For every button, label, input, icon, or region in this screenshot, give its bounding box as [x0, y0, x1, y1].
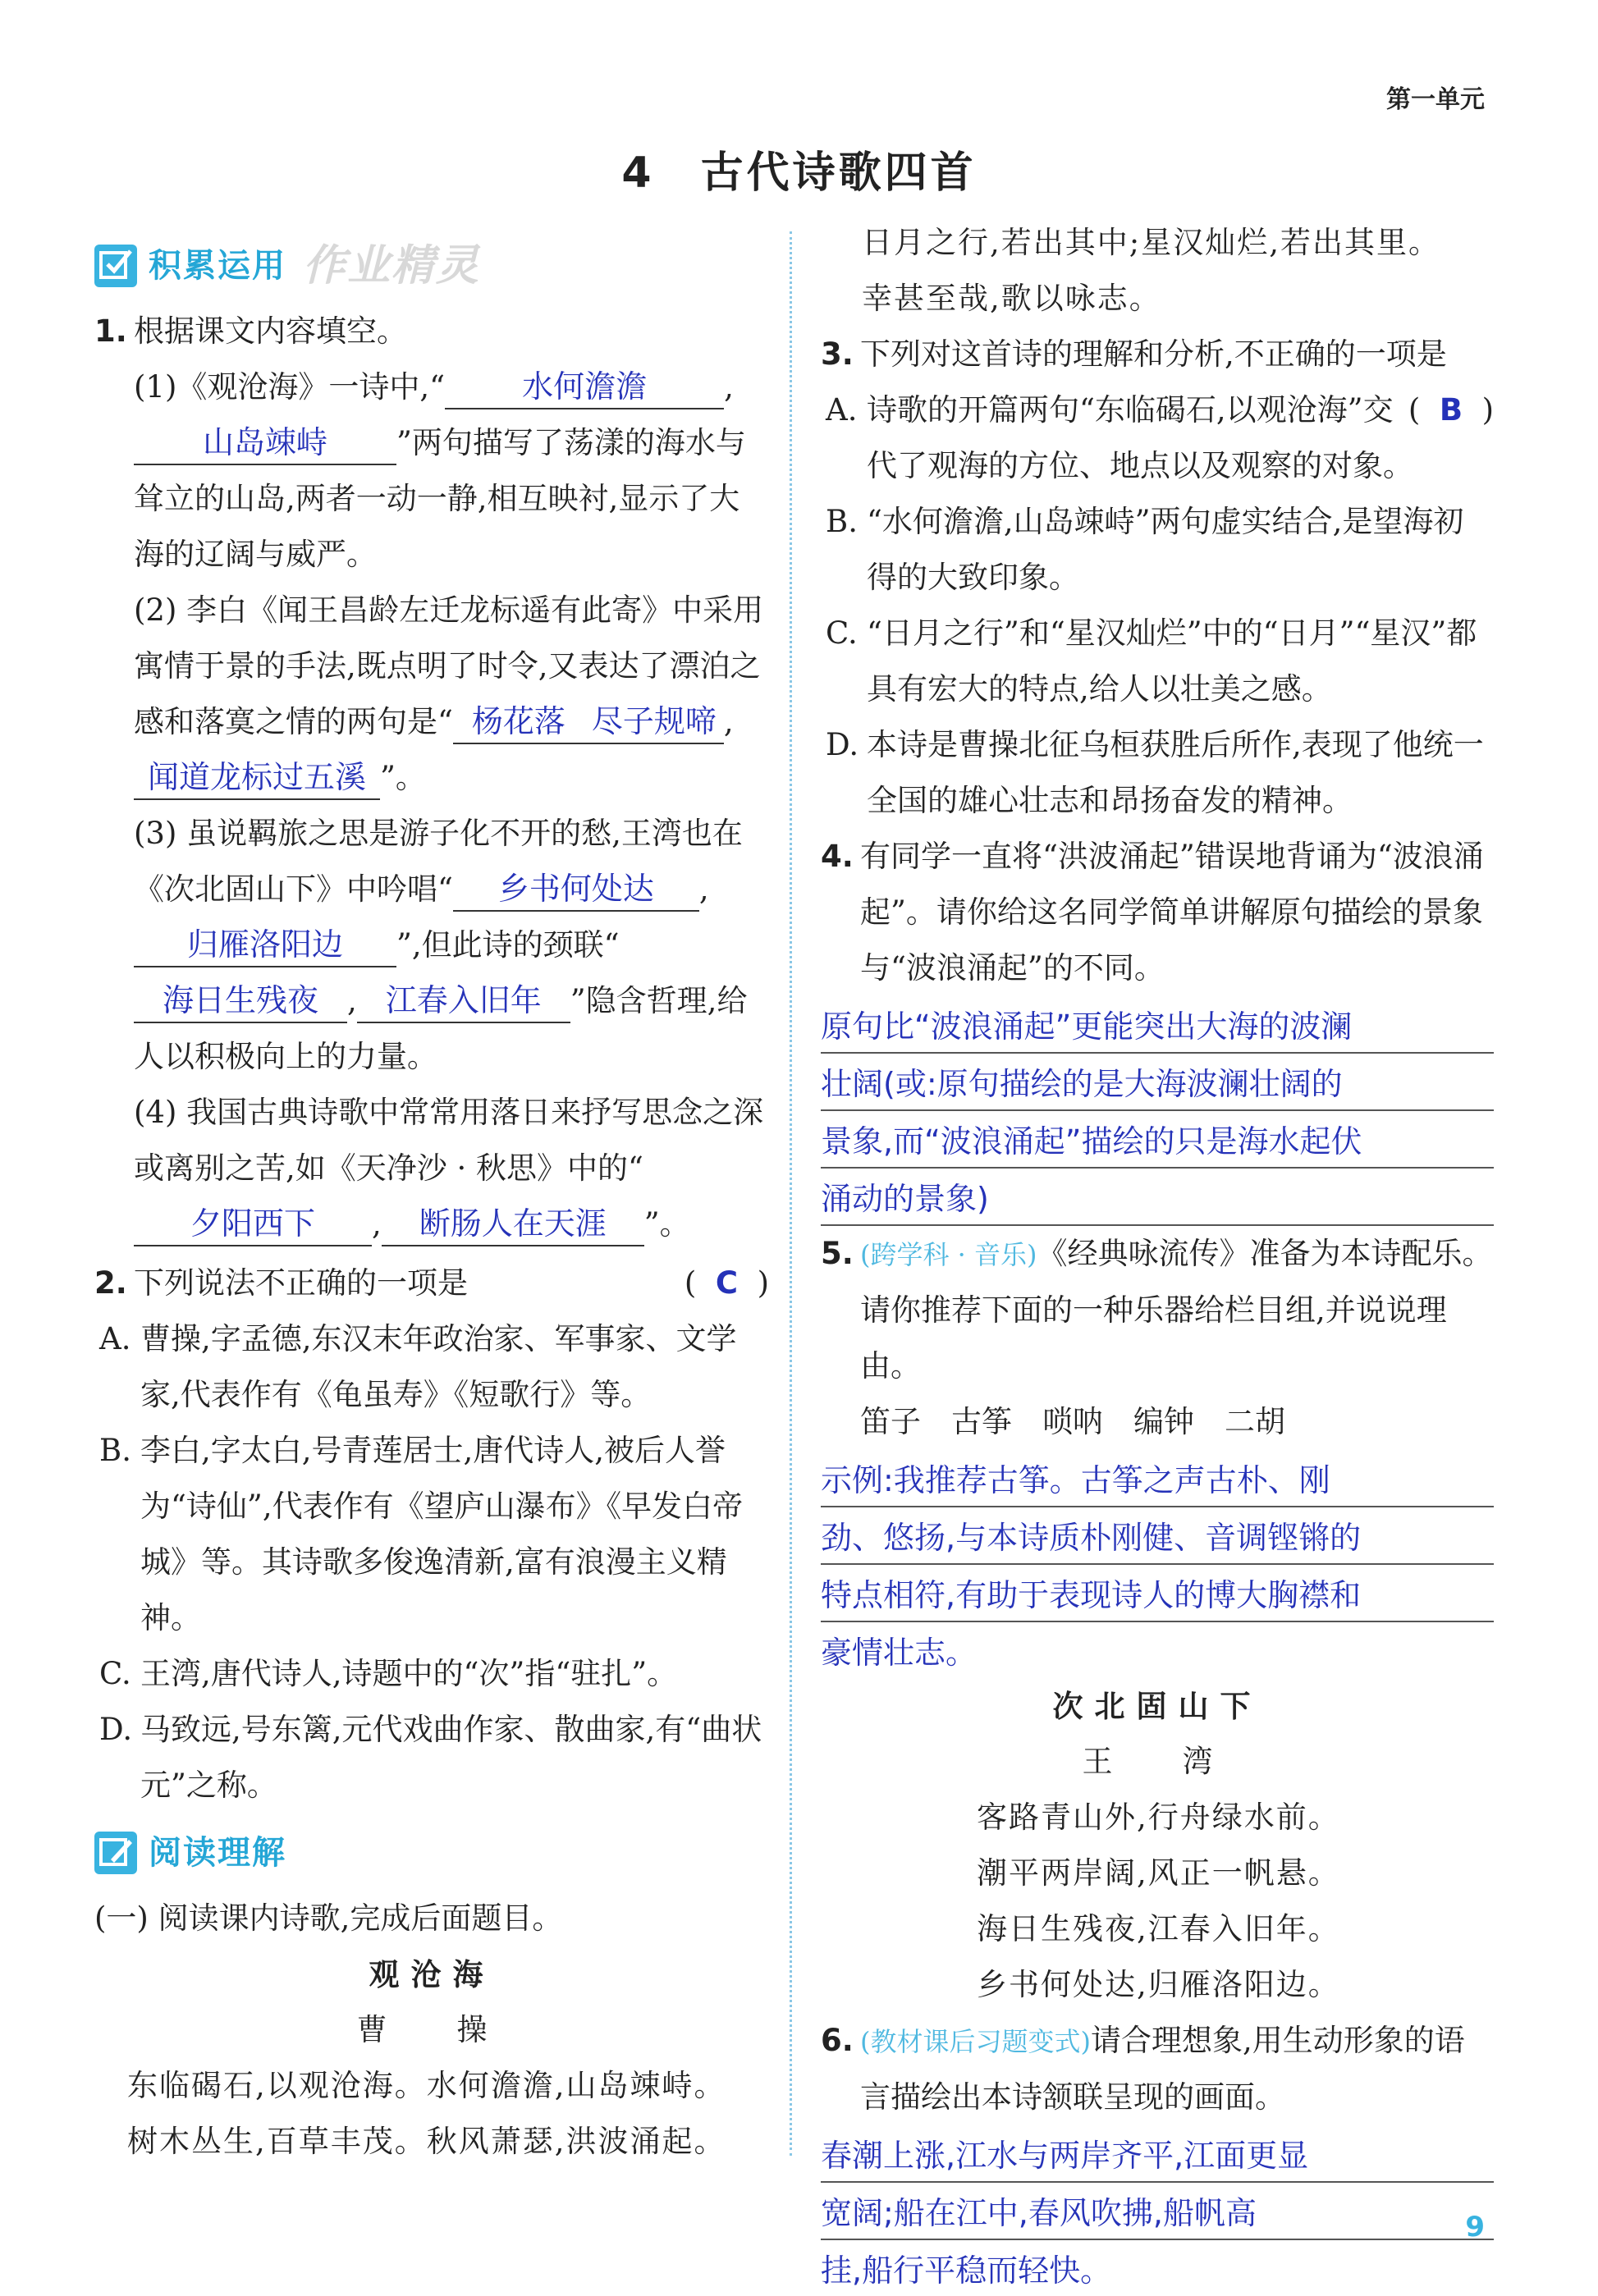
answer-line: 宽阔;船在江中,春风吹拂,船帆高 — [821, 2188, 1494, 2240]
q1-p4-text-a: (4) 我国古典诗歌中常常用落日来抒写思念之深或离别之苦,如《天净沙 · 秋思》中的“ — [134, 1095, 764, 1186]
poem-line: 树木丛生,百草丰茂。秋风萧瑟,洪波涌起。 — [127, 2124, 726, 2159]
page-number: 9 — [1465, 2211, 1485, 2243]
poem-author: 曹 操 — [356, 2012, 507, 2047]
checkbox-icon — [94, 245, 137, 287]
option-text: 本诗是曹操北征乌桓获胜后所作,表现了他统一全国的雄心壮志和昂扬奋发的精神。 — [867, 727, 1484, 818]
question-stem: 《经典咏流传》准备为本诗配乐。请你推荐下面的一种乐器给栏目组,并说说理由。 — [860, 1236, 1493, 1384]
poem-title: 观沧海 — [369, 1956, 495, 1992]
question-5 — [821, 1226, 1494, 1394]
comma: , — [698, 871, 709, 907]
option-d — [94, 1702, 769, 1813]
answer-line: 涌动的景象) — [821, 1173, 1494, 1226]
option-a — [94, 1311, 769, 1423]
q1-p2-text-b: ”。 — [380, 760, 426, 795]
option-label: B. — [99, 1433, 131, 1468]
option-label: D. — [99, 1712, 133, 1747]
answer-blank: 杨花落 — [453, 700, 584, 744]
q1-p3-text-a: (3) 虽说羁旅之思是游子化不开的愁,王湾也在《次北固山下》中吟唱“ — [134, 816, 743, 907]
section-title: 阅读理解 — [149, 1834, 286, 1872]
right-column — [821, 215, 1494, 2296]
comma: , — [347, 983, 357, 1018]
paren-close: ) — [1481, 392, 1494, 428]
watermark: 作业精灵 — [303, 241, 481, 290]
answer-blank: 尽子规啼 — [584, 700, 724, 744]
poem-title: 次北固山下 — [1052, 1688, 1262, 1724]
poem-line: 客路青山外,行舟绿水前。 — [977, 1800, 1340, 1835]
option-text: “水何澹澹,山岛竦峙”两句虚实结合,是望海初得的大致印象。 — [867, 504, 1464, 595]
option-label: D. — [826, 727, 859, 762]
option-label: A. — [99, 1321, 131, 1356]
option-c — [94, 1646, 769, 1702]
comma: , — [723, 704, 734, 739]
q1-p1-text-b: ”两句描写了荡漾的海水与耸立的山岛,两者一动一静,相互映衬,显示了大海的辽阔与威严。 — [134, 425, 746, 572]
option-label: A. — [826, 392, 858, 428]
question-tag: (教材课后习题变式) — [860, 2026, 1091, 2057]
poem-line: 潮平两岸阔,风正一帆悬。 — [977, 1855, 1340, 1891]
answer-line: 春潮上涨,江水与两岸齐平,江面更显 — [821, 2130, 1494, 2183]
option-text: 曹操,字孟德,东汉末年政治家、军事家、文学家,代表作有《龟虽寿》《短歌行》等。 — [140, 1321, 737, 1412]
poem-line: 日月之行,若出其中;星汉灿烂,若出其里。 — [862, 225, 1440, 260]
answer-blank: 山岛竦峙 — [134, 421, 396, 465]
question-2 — [94, 1255, 769, 1311]
question-number: 3. — [821, 336, 854, 372]
answer-blank: 夕阳西下 — [134, 1202, 372, 1246]
option-b — [821, 494, 1494, 606]
question-number: 5. — [821, 1236, 854, 1271]
pencil-icon — [94, 1832, 137, 1874]
question-number: 4. — [821, 839, 854, 874]
poem-author: 王 湾 — [1082, 1744, 1233, 1779]
answer-line: 壮阔(或:原句描绘的是大海波澜壮阔的 — [821, 1059, 1494, 1111]
option-text: 王湾,唐代诗人,诗题中的“次”指“驻扎”。 — [140, 1656, 678, 1691]
poem-line: 东临碣石,以观沧海。水何澹澹,山岛竦峙。 — [127, 2068, 726, 2103]
answer-blank: 水何澹澹 — [445, 365, 724, 409]
question-4 — [821, 829, 1494, 996]
q1-part2 — [94, 583, 769, 806]
option-text: 诗歌的开篇两句“东临碣石,以观沧海”交代了观海的方位、地点以及观察的对象。 — [867, 392, 1413, 483]
poem-line: 幸甚至哉,歌以咏志。 — [862, 281, 1161, 316]
option-b — [94, 1423, 769, 1646]
answer-choice: B — [1439, 392, 1463, 428]
option-text: 马致远,号东篱,元代戏曲作家、散曲家,有“曲状元”之称。 — [140, 1712, 762, 1803]
option-c — [821, 606, 1494, 717]
answer-line: 劲、悠扬,与本诗质朴刚健、音调铿锵的 — [821, 1512, 1494, 1565]
question-number: 2. — [94, 1265, 127, 1301]
option-d — [821, 717, 1494, 829]
paren-open: ( — [684, 1265, 697, 1301]
paren-open: ( — [1408, 392, 1421, 428]
section-header-jilei — [94, 233, 769, 299]
question-stem: 请合理想象,用生动形象的语言描绘出本诗颔联呈现的画面。 — [860, 2023, 1465, 2115]
comma: , — [724, 369, 734, 405]
poem-line: 乡书何处达,归雁洛阳边。 — [977, 1967, 1340, 2002]
question-6 — [821, 2013, 1494, 2125]
question-stem: 下列说法不正确的一项是 — [134, 1265, 468, 1301]
answer-parens — [685, 1255, 769, 1311]
question-number: 6. — [821, 2023, 854, 2058]
poem-line: 海日生残夜,江春入旧年。 — [977, 1911, 1340, 1946]
answer-blank: 海日生残夜 — [134, 979, 347, 1023]
comma: , — [372, 1206, 382, 1242]
option-a — [821, 382, 1494, 494]
unit-label: 第一单元 — [1386, 85, 1485, 114]
question-3 — [821, 327, 1494, 428]
answer-blank: 乡书何处达 — [453, 867, 699, 912]
answer-line: 原句比“波浪涌起”更能突出大海的波澜 — [821, 1001, 1494, 1054]
question-number: 1. — [94, 313, 127, 349]
column-divider — [790, 231, 792, 2156]
answer-line: 示例:我推荐古筝。古筝之声古朴、刚 — [821, 1455, 1494, 1507]
instrument-list: 笛子 古筝 唢呐 编钟 二胡 — [860, 1404, 1285, 1439]
q1-p1-text-a: (1)《观沧海》一诗中,“ — [134, 369, 446, 405]
answer-line: 特点相符,有助于表现诗人的博大胸襟和 — [821, 1570, 1494, 1622]
option-label: B. — [826, 504, 858, 539]
answer-line: 豪情壮志。 — [821, 1635, 978, 1671]
lesson-title: 4 古代诗歌四首 — [621, 149, 977, 198]
q1-part4 — [94, 1085, 769, 1252]
question-stem: 下列对这首诗的理解和分析,不正确的一项是 — [860, 336, 1447, 372]
answer-blank: 江春入旧年 — [357, 979, 570, 1023]
left-column — [94, 226, 769, 2170]
option-label: C. — [99, 1656, 131, 1691]
q1-p4-text-b: ”。 — [643, 1206, 690, 1242]
q1-p3-text-b: ”,但此诗的颈联“ — [396, 927, 620, 963]
question-1 — [94, 304, 769, 359]
paren-close: ) — [757, 1265, 769, 1301]
section-title: 积累运用 — [149, 247, 286, 285]
section-header-yuedu — [94, 1820, 769, 1886]
q1-p3-text-c: ”隐含哲理,给人以积极向上的力量。 — [134, 983, 748, 1074]
question-stem: 根据课文内容填空。 — [134, 313, 407, 349]
answer-line: 景象,而“波浪涌起”描绘的只是海水起伏 — [821, 1116, 1494, 1169]
option-text: 李白,字太白,号青莲居士,唐代诗人,被后人誉为“诗仙”,代表作有《望庐山瀑布》《早发白帝城》等。其诗歌多俊逸清新,富有浪漫主义精神。 — [140, 1433, 744, 1635]
q1-p2-text-a: (2) 李白《闻王昌龄左迁龙标遥有此寄》中采用寓情于景的手法,既点明了时令,又表达了漂泊之感和落寞之情的两句是“ — [134, 592, 764, 739]
answer-blank: 归雁洛阳边 — [134, 923, 396, 967]
reading-intro: (一) 阅读课内诗歌,完成后面题目。 — [94, 1900, 563, 1936]
q1-part1 — [94, 359, 769, 583]
question-tag: (跨学科 · 音乐) — [860, 1239, 1037, 1270]
option-text: “日月之行”和“星汉灿烂”中的“日月”“星汉”都具有宏大的特点,给人以壮美之感。 — [867, 615, 1477, 707]
answer-line: 挂,船行平稳而轻快。 — [821, 2253, 1112, 2289]
answer-blank: 断肠人在天涯 — [382, 1202, 644, 1246]
q1-part3 — [94, 806, 769, 1085]
answer-choice: C — [715, 1265, 739, 1301]
question-stem: 有同学一直将“洪波涌起”错误地背诵为“波浪涌起”。请你给这名同学简单讲解原句描绘的景象与“波浪涌起”的不同。 — [860, 839, 1484, 986]
option-label: C. — [826, 615, 858, 651]
answer-blank: 闻道龙标过五溪 — [134, 756, 380, 800]
